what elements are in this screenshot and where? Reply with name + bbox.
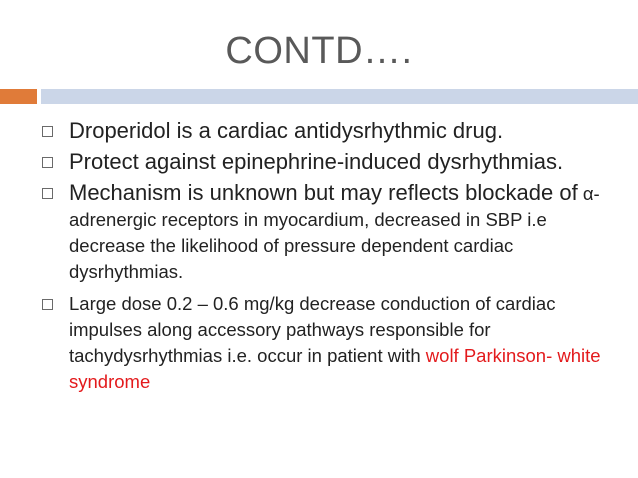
- bullet-text-continued: α-adrenergic receptors in myocardium, decreased in SBP i.e decrease the likelihood of pressure dependent cardiac dysrhythmias.: [69, 183, 600, 282]
- checkbox-bullet-icon: [42, 299, 53, 310]
- bullet-item-2: [40, 149, 620, 174]
- checkbox-bullet-icon: [42, 126, 53, 137]
- bullet-text: Droperidol is a cardiac antidysrhythmic drug.: [69, 118, 504, 143]
- highlight-text: wolf Parkinson- white syndrome: [69, 345, 601, 392]
- bullet-text: Mechanism is unknown but may reflects blockade of: [69, 180, 578, 205]
- accent-bar-blue: [41, 89, 638, 104]
- accent-bar-orange: [0, 89, 37, 104]
- bullet-text: Protect against epinephrine-induced dysrhythmias.: [69, 149, 564, 174]
- bullet-text: Large dose 0.2 – 0.6 mg/kg decrease conduction of cardiac impulses along accessory pathways responsible for tachydysrhythmias i.e. occur in patient with: [69, 293, 556, 366]
- bullet-item-1: [40, 118, 620, 143]
- bullet-item-4: [40, 291, 620, 395]
- bullet-item-3: [40, 180, 620, 285]
- checkbox-bullet-icon: [42, 188, 53, 199]
- checkbox-bullet-icon: [42, 157, 53, 168]
- bullet-list: [40, 118, 620, 401]
- slide-title: CONTD….: [225, 30, 413, 72]
